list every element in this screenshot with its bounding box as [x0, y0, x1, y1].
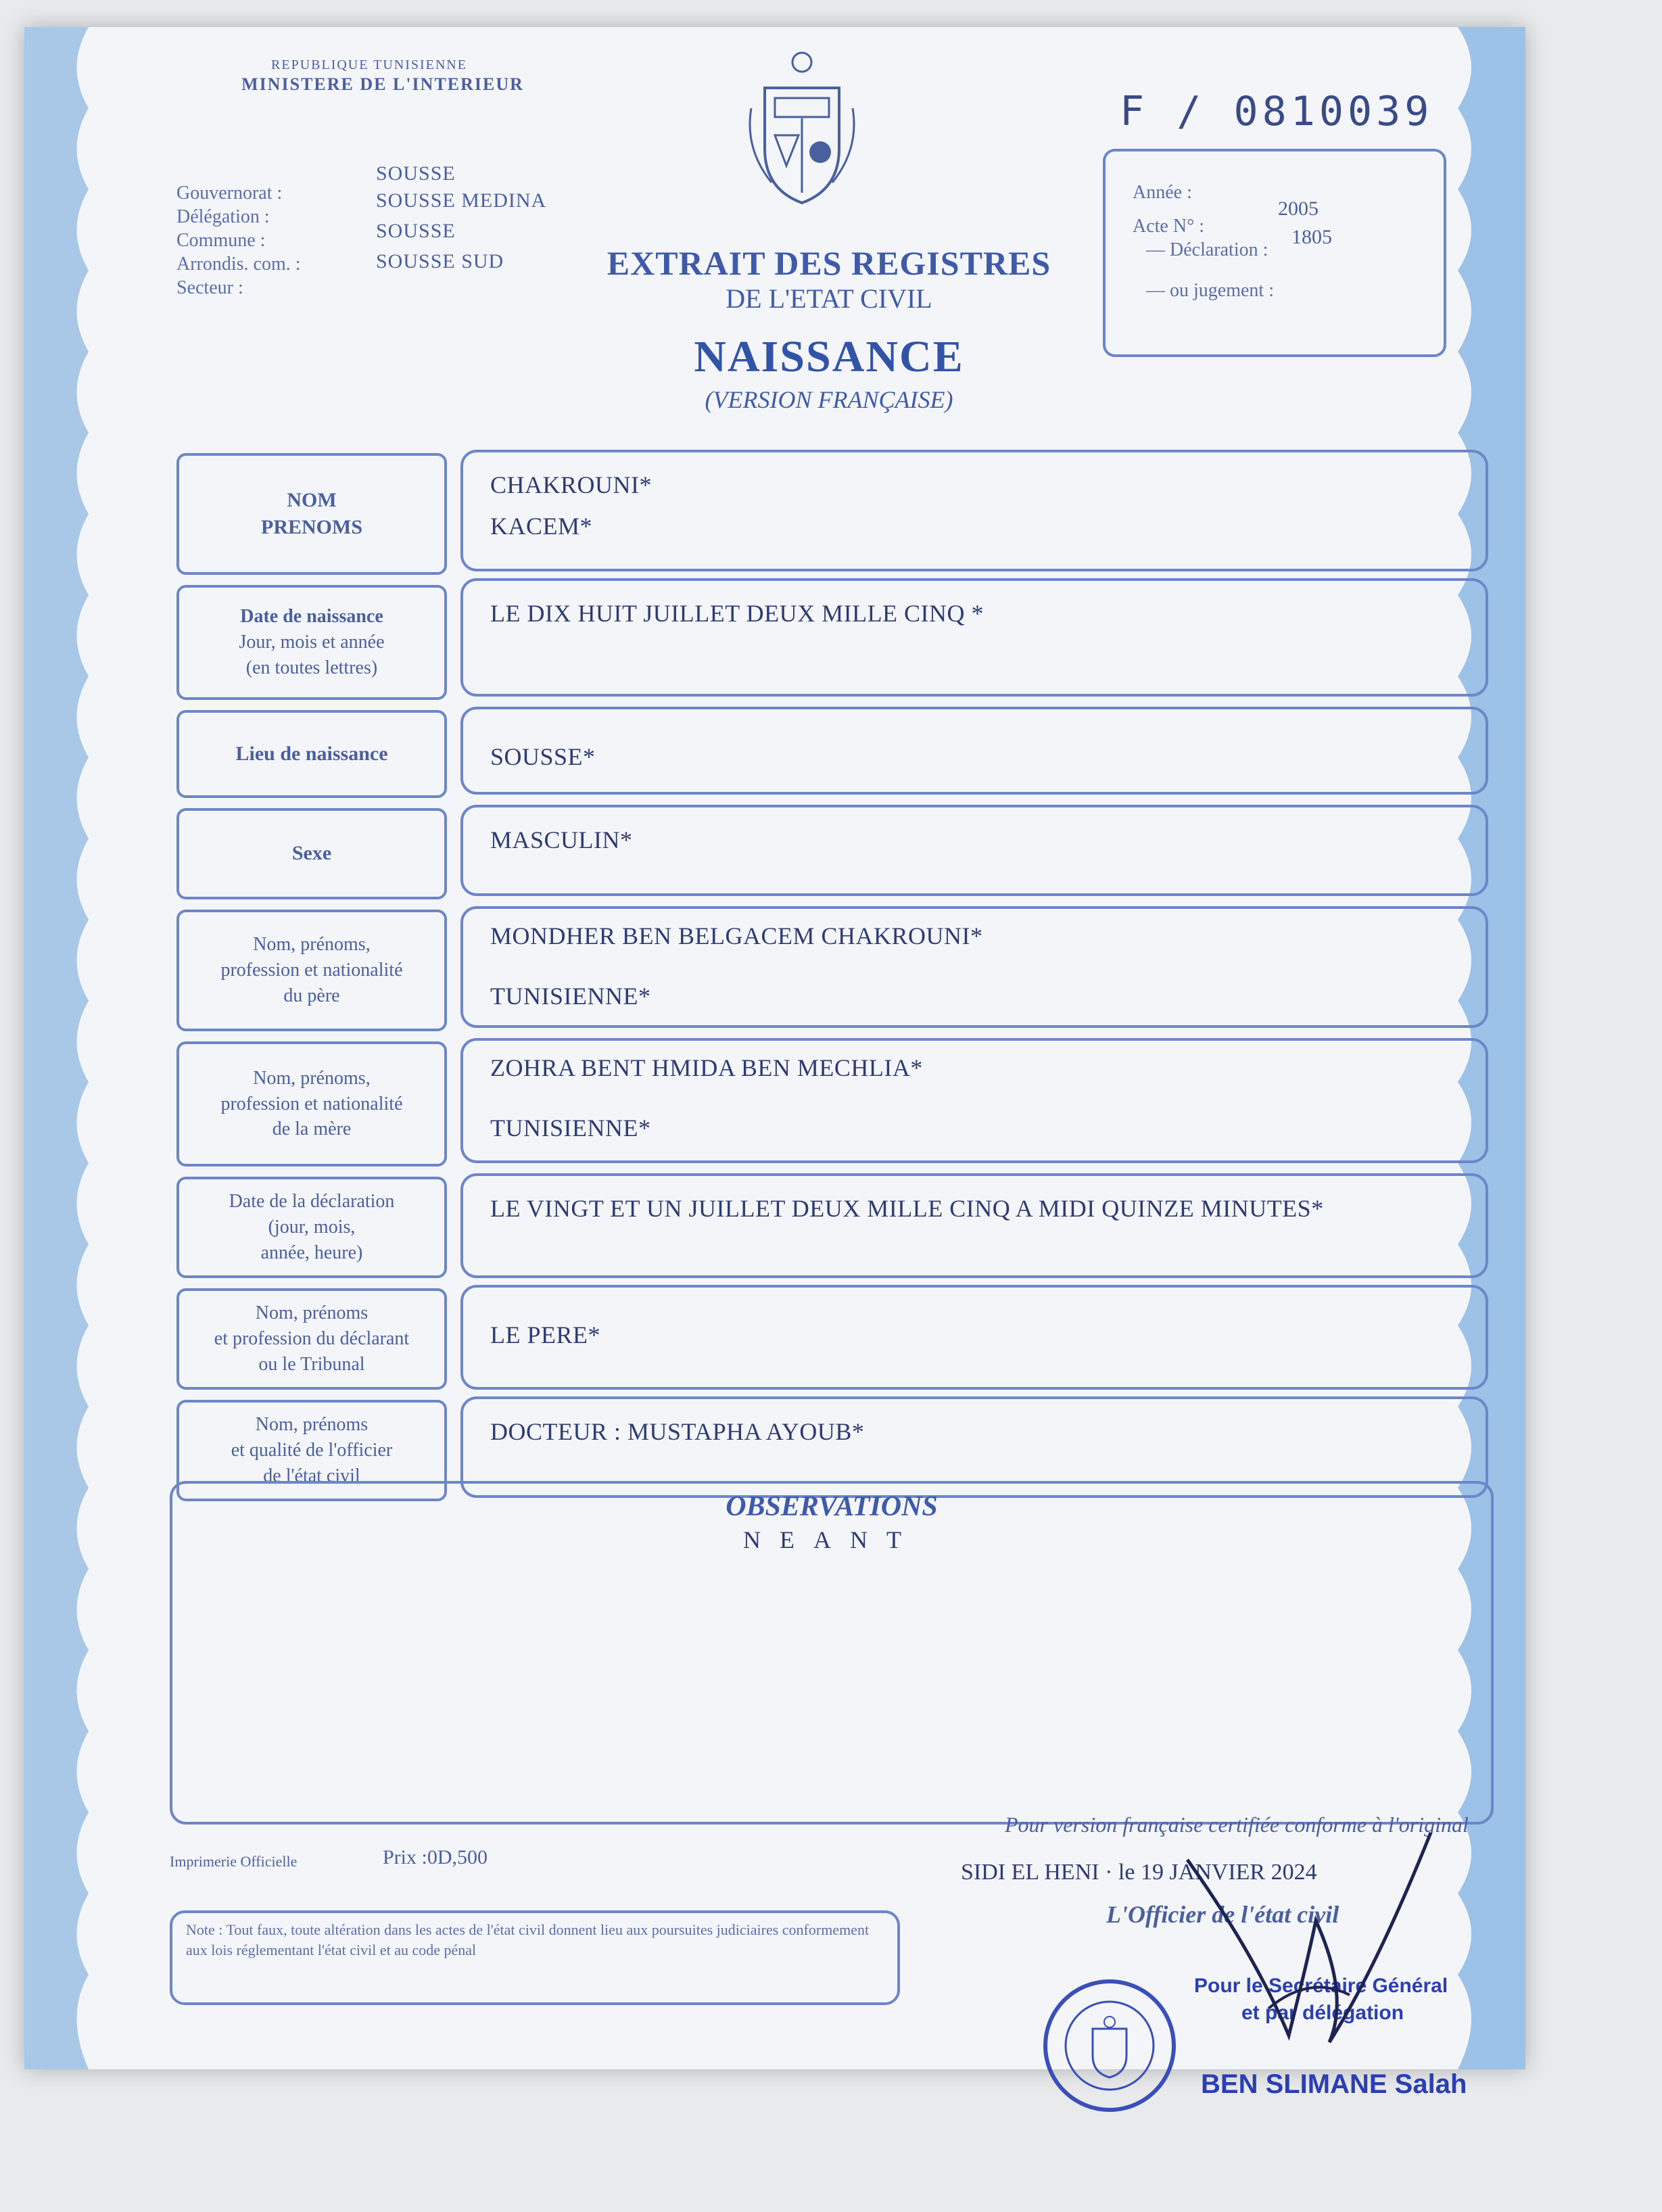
- certification-text: Pour version française certifiée conforme à l'original: [1005, 1812, 1469, 1837]
- date-declaration-value: LE VINGT ET UN JUILLET DEUX MILLE CINQ A MIDI QUINZE MINUTES*: [490, 1195, 1324, 1222]
- row-label-declarant: Nom, prénoms et profession du déclarant ou le Tribunal: [176, 1288, 447, 1390]
- pere-name-value: MONDHER BEN BELGACEM CHAKROUNI*: [490, 922, 983, 949]
- document-title-naissance: NAISSANCE: [694, 332, 964, 381]
- document-title-line2: DE L'ETAT CIVIL: [726, 283, 932, 314]
- legal-note: Note : Tout faux, toute altération dans les actes de l'état civil donnent lieu aux poursuites judiciaires conformement aux lois réglementant l'état civil et au code pénal: [170, 1910, 900, 2005]
- document-title-version: (VERSION FRANÇAISE): [705, 386, 953, 413]
- delegation-line2: et par délégation: [1241, 2002, 1404, 2024]
- sexe-value: MASCULIN*: [490, 826, 633, 853]
- officier-value: DOCTEUR : MUSTAPHA AYOUB*: [490, 1418, 865, 1445]
- document-sheet: [24, 27, 1525, 2099]
- row-label-mere: Nom, prénoms, profession et nationalité de la mère: [176, 1041, 447, 1167]
- annee-value: 2005: [1278, 197, 1319, 220]
- official-stamp-icon: [1039, 1975, 1181, 2117]
- lieu-naissance-value: SOUSSE*: [490, 743, 596, 770]
- row-label-sexe: Sexe: [176, 808, 447, 899]
- price-label: Prix :0D,500: [383, 1846, 488, 1868]
- officer-title: L'Officier de l'état civil: [1106, 1901, 1339, 1928]
- row-label-officier: Nom, prénoms et qualité de l'officier de l'état civil: [176, 1400, 447, 1501]
- row-label-pere: Nom, prénoms, profession et nationalité du père: [176, 910, 447, 1031]
- declarant-value: LE PERE*: [490, 1321, 600, 1348]
- commune-label: Commune :: [176, 230, 266, 251]
- left-guilloche-border: [24, 27, 99, 2069]
- mere-nationality-value: TUNISIENNE*: [490, 1114, 651, 1142]
- acte-value: 1805: [1291, 226, 1332, 248]
- row-label-date-naissance: Date de naissance Jour, mois et année (en toutes lettres): [176, 585, 447, 700]
- row-value-date-declaration: [460, 1173, 1488, 1278]
- annee-label: Année :: [1133, 182, 1192, 203]
- document-title-line1: EXTRAIT DES REGISTRES: [607, 244, 1051, 282]
- row-value-mere: [460, 1038, 1488, 1163]
- act-info-box: [1103, 149, 1446, 357]
- row-label-lieu-naissance: Lieu de naissance: [176, 710, 447, 798]
- handwritten-signature: [1174, 1819, 1458, 2076]
- row-label-nom-prenoms: NOM PRENOMS: [176, 453, 447, 575]
- row-value-nom-prenoms: [460, 450, 1488, 571]
- tunisia-coat-of-arms-icon: [744, 47, 859, 210]
- nom-value: CHAKROUNI*: [490, 471, 652, 498]
- printer-label: Imprimerie Officielle: [170, 1853, 298, 1870]
- declaration-label: — Déclaration :: [1146, 239, 1268, 260]
- delegation-value: SOUSSE MEDINA: [376, 189, 547, 212]
- row-value-date-naissance: [460, 578, 1488, 697]
- row-value-pere: [460, 906, 1488, 1028]
- serial-number: F / 0810039: [1120, 88, 1433, 135]
- acte-label: Acte N° :: [1133, 216, 1205, 237]
- mere-name-value: ZOHRA BENT HMIDA BEN MECHLIA*: [490, 1054, 923, 1081]
- observations-title: OBSERVATIONS: [726, 1491, 938, 1522]
- pere-nationality-value: TUNISIENNE*: [490, 983, 651, 1010]
- arrondissement-label: Arrondis. com. :: [176, 254, 301, 275]
- delegation-line1: Pour le Secrétaire Général: [1194, 1975, 1448, 1997]
- observations-box: [170, 1481, 1494, 1825]
- observations-value: NEANT: [743, 1526, 920, 1553]
- place-date-text: SIDI EL HENI · le 19 JANVIER 2024: [961, 1860, 1317, 1885]
- commune-value: SOUSSE: [376, 220, 456, 242]
- arrondissement-value: SOUSSE SUD: [376, 250, 504, 273]
- row-label-date-declaration: Date de la déclaration (jour, mois, année, heure): [176, 1177, 447, 1278]
- ministry-label: MINISTERE DE L'INTERIEUR: [241, 74, 524, 94]
- prenoms-value: KACEM*: [490, 513, 593, 540]
- secteur-label: Secteur :: [176, 277, 243, 298]
- gouvernorat-label: Gouvernorat :: [176, 183, 283, 204]
- signatory-name: BEN SLIMANE Salah: [1201, 2069, 1467, 2099]
- row-value-sexe: [460, 805, 1488, 896]
- republic-label: REPUBLIQUE TUNISIENNE: [271, 57, 467, 72]
- gouvernorat-value: SOUSSE: [376, 162, 456, 185]
- row-value-lieu-naissance: [460, 707, 1488, 795]
- delegation-label: Délégation :: [176, 206, 270, 227]
- row-value-declarant: [460, 1285, 1488, 1390]
- date-naissance-value: LE DIX HUIT JUILLET DEUX MILLE CINQ *: [490, 600, 984, 627]
- jugement-label: — ou jugement :: [1146, 280, 1274, 301]
